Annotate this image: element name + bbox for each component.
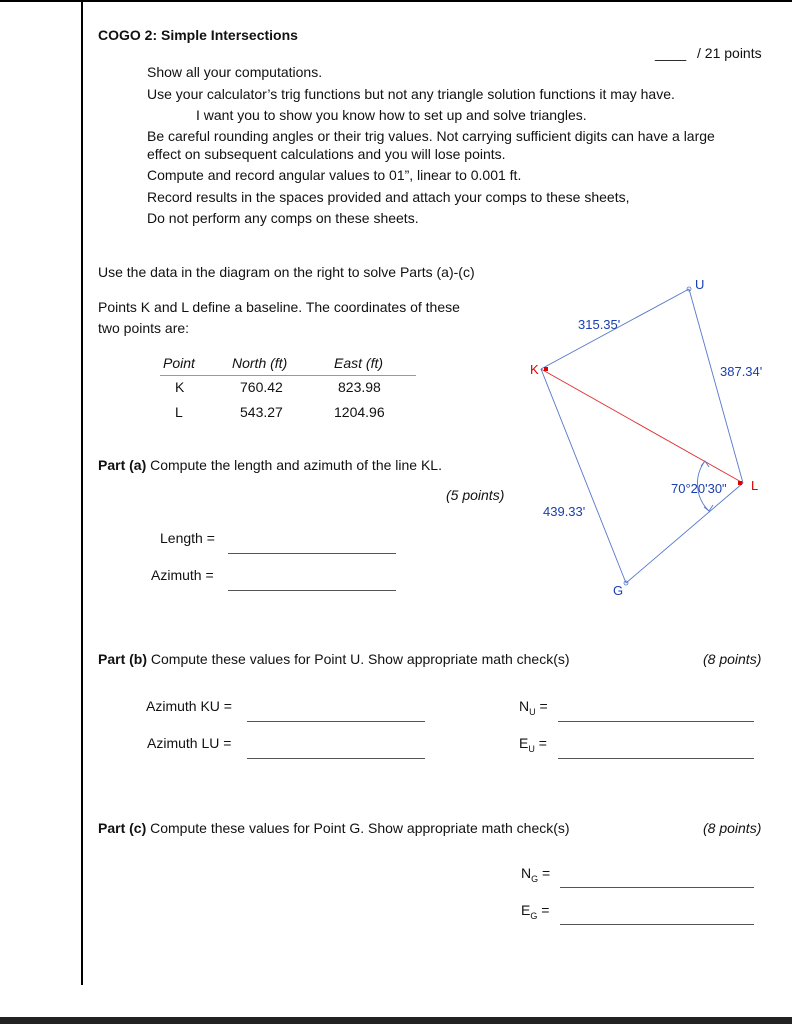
- angle-at-l: 70°20'30": [671, 481, 727, 496]
- intro-line: Points K and L define a baseline. The coordinates of these: [98, 299, 460, 315]
- table-cell: 760.42: [240, 379, 283, 395]
- e-g-eq: =: [541, 902, 550, 918]
- instruction-line: Record results in the spaces provided and attach your comps to these sheets,: [147, 189, 630, 205]
- n-g-sub: G: [531, 873, 539, 884]
- label-k: K: [530, 362, 539, 377]
- e-u-label: [519, 735, 547, 758]
- table-cell: 543.27: [240, 404, 283, 420]
- table-header-rule: [160, 375, 416, 376]
- e-g-label: [521, 902, 549, 925]
- distance-ku: 315.35': [578, 317, 621, 332]
- table-cell: 1204.96: [334, 404, 385, 420]
- table-cell: L: [175, 404, 183, 420]
- n-g-label: [521, 865, 550, 888]
- part-b-text: Compute these values for Point U. Show appropriate math check(s): [150, 651, 570, 667]
- length-label: Length =: [160, 530, 215, 546]
- instruction-line: Show all your computations.: [147, 64, 323, 80]
- label-l: L: [751, 478, 759, 493]
- azimuth-lu-label: Azimuth LU =: [147, 735, 232, 751]
- label-g: G: [613, 583, 624, 598]
- table-cell: 823.98: [338, 379, 381, 395]
- e-u-main: E: [519, 735, 529, 751]
- part-c-label: Part (c): [98, 820, 147, 836]
- intro-line: two points are:: [98, 320, 190, 336]
- instruction-line: Use your calculator’s trig functions but not any triangle solution functions it may have.: [147, 86, 675, 102]
- part-a-heading: [98, 457, 442, 474]
- top-rule: [0, 0, 792, 2]
- e-g-sub: G: [530, 910, 538, 921]
- line-gl: [626, 483, 743, 583]
- azimuth-ku-answer-line[interactable]: [247, 721, 425, 722]
- instruction-line: Do not perform any comps on these sheets.: [147, 210, 419, 226]
- instruction-line: Compute and record angular values to 01”, linear to 0.001 ft.: [147, 167, 522, 183]
- baseline-kl: [541, 369, 743, 483]
- distance-ul: 387.34': [720, 364, 763, 379]
- instruction-line: effect on subsequent calculations and you will lose points.: [147, 146, 506, 162]
- intro-line: Use the data in the diagram on the right to solve Parts (a)-(c): [98, 264, 475, 280]
- line-ul: [689, 289, 743, 483]
- n-g-answer-line[interactable]: [560, 887, 754, 888]
- part-a-label: Part (a): [98, 457, 147, 473]
- table-cell: K: [175, 379, 185, 395]
- e-u-answer-line[interactable]: [558, 758, 754, 759]
- part-a-text: Compute the length and azimuth of the line KL.: [150, 457, 442, 473]
- e-g-answer-line[interactable]: [560, 924, 754, 925]
- n-g-eq: =: [542, 865, 551, 881]
- point-l-marker: [738, 481, 742, 485]
- part-c-heading: [98, 820, 570, 837]
- points-blank[interactable]: ____: [655, 45, 687, 61]
- label-u: U: [695, 277, 705, 292]
- bottom-bar: [0, 1017, 792, 1024]
- n-u-label: [519, 698, 548, 721]
- n-u-main: N: [519, 698, 530, 714]
- e-u-sub: U: [528, 743, 535, 754]
- total-points: / 21 points: [697, 45, 762, 61]
- intersection-diagram: [500, 270, 780, 610]
- col-header-north: North (ft): [232, 355, 288, 371]
- part-b-points: (8 points): [703, 651, 762, 667]
- e-g-main: E: [521, 902, 531, 918]
- length-answer-line[interactable]: [228, 553, 396, 554]
- col-header-east: East (ft): [334, 355, 384, 371]
- distance-kg: 439.33': [543, 504, 586, 519]
- line-kg: [541, 369, 626, 583]
- part-b-heading: [98, 651, 570, 668]
- azimuth-ku-label: Azimuth KU =: [146, 698, 232, 714]
- n-u-eq: =: [539, 698, 548, 714]
- col-header-point: Point: [163, 355, 195, 371]
- part-a-points: (5 points): [446, 487, 505, 503]
- n-g-main: N: [521, 865, 532, 881]
- part-b-label: Part (b): [98, 651, 147, 667]
- azimuth-lu-answer-line[interactable]: [247, 758, 425, 759]
- part-c-points: (8 points): [703, 820, 762, 836]
- e-u-eq: =: [538, 735, 547, 751]
- point-k-marker: [544, 367, 548, 371]
- n-u-sub: U: [529, 706, 536, 717]
- azimuth-label: Azimuth =: [151, 567, 214, 583]
- n-u-answer-line[interactable]: [558, 721, 754, 722]
- instruction-line: Be careful rounding angles or their trig values. Not carrying sufficient digits can have a large: [147, 128, 715, 144]
- page-title: COGO 2: Simple Intersections: [98, 27, 298, 43]
- left-margin-rule: [81, 0, 83, 985]
- part-c-text: Compute these values for Point G. Show appropriate math check(s): [150, 820, 570, 836]
- instruction-line: I want you to show you know how to set up and solve triangles.: [196, 107, 587, 123]
- azimuth-answer-line[interactable]: [228, 590, 396, 591]
